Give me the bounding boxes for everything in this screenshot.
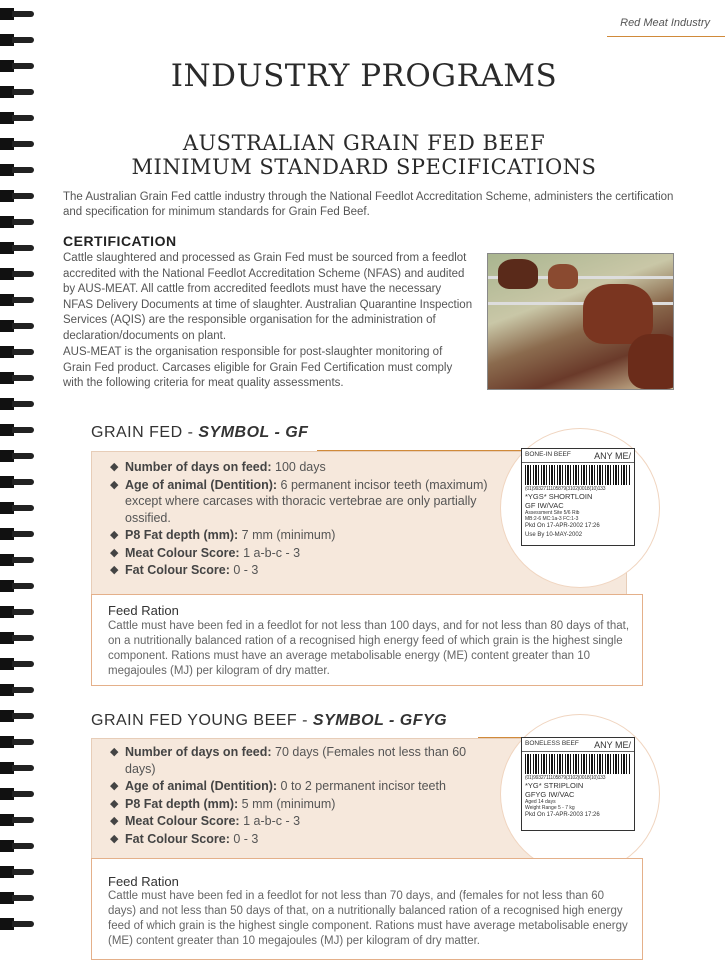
label-brand: ANY ME/ bbox=[594, 451, 631, 461]
diamond-bullet-icon: ◆ bbox=[110, 564, 119, 576]
label-small-1: Aged 14 days bbox=[525, 799, 556, 805]
criteria-key: Age of animal (Dentition): bbox=[125, 477, 278, 492]
criteria-item bbox=[110, 744, 500, 777]
binding-ring bbox=[0, 190, 36, 202]
label-type: BONE-IN BEEF bbox=[525, 451, 571, 458]
grain-fed-heading: GRAIN FED - SYMBOL - GF bbox=[91, 424, 309, 441]
diamond-bullet-icon: ◆ bbox=[110, 797, 119, 810]
criteria-item bbox=[110, 527, 500, 544]
subtitle-line-2: MINIMUM STANDARD SPECIFICATIONS bbox=[131, 155, 597, 179]
binding-ring bbox=[0, 918, 36, 930]
label-brand: ANY ME/ bbox=[594, 740, 631, 750]
criteria-value: 0 - 3 bbox=[229, 563, 259, 577]
binding-ring bbox=[0, 762, 36, 774]
binding-ring bbox=[0, 216, 36, 228]
binding-ring bbox=[0, 788, 36, 800]
binding-ring bbox=[0, 112, 36, 124]
grain-fed-feed-ration-text: Cattle must have been fed in a feedlot for not less than 100 days, and for not less than 80 days of that, on a nutritionally balanced ration of a recognised high energy feed of which grain is the highest single component. Rations must have an average metabolisable energy (ME) content greater than 10 megajoules (MJ) per kilogram of dry matter. bbox=[108, 620, 630, 677]
certification-paragraph-1: Cattle slaughtered and processed as Grain Fed must be sourced from a feedlot accredited with the National Feedlot Accreditation Scheme (NFAS) and audited by AUS-MEAT. All cattle from accredited feedlots must have the necessary NFAS Delivery Documents at time of slaughter. Australian Quarantine Inspection Services (AQIS) are the responsible organisation for the administration of declaration/documents on plant. bbox=[63, 252, 473, 342]
diamond-bullet-icon: ◆ bbox=[110, 815, 119, 827]
binding-ring bbox=[0, 398, 36, 410]
binding-ring bbox=[0, 554, 36, 566]
grain-fed-criteria-list bbox=[110, 459, 500, 580]
binding-ring bbox=[0, 892, 36, 904]
diamond-bullet-icon: ◆ bbox=[110, 546, 119, 559]
label-type: BONELESS BEEF bbox=[525, 740, 579, 747]
diamond-bullet-icon: ◆ bbox=[110, 461, 119, 473]
certification-heading: CERTIFICATION bbox=[63, 233, 177, 249]
binding-ring bbox=[0, 242, 36, 254]
criteria-key: Meat Colour Score: bbox=[125, 545, 240, 560]
criteria-value: 1 a-b-c - 3 bbox=[239, 814, 301, 828]
binding-ring bbox=[0, 684, 36, 696]
barcode-icon bbox=[525, 465, 631, 485]
binding-ring bbox=[0, 606, 36, 618]
barcode-icon bbox=[525, 754, 631, 774]
binding-ring bbox=[0, 814, 36, 826]
label-packed-on: Pkd On 17-APR-2003 17:26 bbox=[525, 812, 600, 818]
criteria-item bbox=[110, 796, 500, 813]
criteria-key: Number of days on feed: bbox=[125, 745, 272, 759]
criteria-item bbox=[110, 545, 500, 562]
barcode-number: (01)9932711105879(3102)0018(10)133 bbox=[525, 486, 606, 492]
criteria-item bbox=[110, 778, 500, 795]
diamond-bullet-icon: ◆ bbox=[110, 529, 119, 541]
binding-ring bbox=[0, 476, 36, 488]
criteria-key: Age of animal (Dentition): bbox=[125, 779, 278, 793]
label-packed-on: Pkd On 17-APR-2002 17:26 bbox=[525, 523, 600, 529]
criteria-value: 7 mm (minimum) bbox=[238, 528, 336, 542]
cattle-feedlot-photo bbox=[487, 253, 674, 390]
binding-ring bbox=[0, 710, 36, 722]
criteria-value: 0 - 3 bbox=[229, 831, 259, 846]
criteria-key: Number of days on feed: bbox=[125, 460, 272, 474]
grain-fed-young-beef-heading: GRAIN FED YOUNG BEEF - SYMBOL - GFYG bbox=[91, 712, 448, 729]
criteria-key: Fat Colour Score: bbox=[125, 563, 230, 577]
binding-ring bbox=[0, 8, 36, 20]
criteria-value: 5 mm (minimum) bbox=[238, 796, 336, 811]
gfyg-feed-ration-heading: Feed Ration bbox=[108, 874, 179, 889]
certification-paragraph-2: AUS-MEAT is the organisation responsible for post-slaughter monitoring of Grain Fed product. Carcases eligible for Grain Fed Certification must comply with the following criteria for meat quality assessments. bbox=[63, 346, 453, 389]
criteria-item bbox=[110, 477, 500, 527]
label-small-2: MB:2-6 MC:1a-3 FC:1-3 bbox=[525, 516, 579, 522]
criteria-item bbox=[110, 831, 500, 848]
label-small-2: Weight Range 5 - 7 kg bbox=[525, 805, 575, 811]
binding-ring bbox=[0, 268, 36, 280]
intro-paragraph: The Australian Grain Fed cattle industry through the National Feedlot Accreditation Scheme, administers the certification and specification for minimum standards for Grain Fed Beef. bbox=[63, 191, 674, 218]
gfyg-carton-label bbox=[521, 737, 635, 831]
label-small-1: Assessment Site 5/6 Rib bbox=[525, 510, 580, 516]
criteria-key: Meat Colour Score: bbox=[125, 814, 240, 828]
binding-ring bbox=[0, 866, 36, 878]
binding-ring bbox=[0, 372, 36, 384]
label-line-1: *YGS* SHORTLOIN bbox=[525, 492, 593, 501]
binding-ring bbox=[0, 320, 36, 332]
diamond-bullet-icon: ◆ bbox=[110, 832, 119, 845]
label-use-by: Use By 10-MAY-2002 bbox=[525, 532, 583, 538]
binding-ring bbox=[0, 580, 36, 592]
header-rule bbox=[607, 36, 725, 37]
binding-ring bbox=[0, 632, 36, 644]
grain-fed-carton-label bbox=[521, 448, 635, 546]
criteria-key: Fat Colour Score: bbox=[125, 831, 230, 846]
criteria-value: 70 days (Females not less than 60 days) bbox=[125, 745, 467, 776]
criteria-value: 100 days bbox=[271, 460, 326, 474]
binding-ring bbox=[0, 658, 36, 670]
criteria-key: P8 Fat depth (mm): bbox=[125, 528, 239, 542]
criteria-value: 6 permanent incisor teeth (maximum) except where carcases with thoracic vertebrae are only partially ossified. bbox=[125, 477, 488, 525]
criteria-item bbox=[110, 562, 500, 579]
label-line-2: GFYG IW/VAC bbox=[525, 790, 575, 799]
binding-ring bbox=[0, 294, 36, 306]
binding-ring bbox=[0, 528, 36, 540]
gfyg-feed-ration-text: Cattle must have been fed in a feedlot for not less than 70 days, and (females for not less than 60 days) and not less than 50 days of that, on a nutritionally balanced ration of a recognised high energy feed of which grain is the highest single component. Rations must have average metabolisable energy (ME) content greater than 10 megajoules (MJ) per kilogram of dry matter. bbox=[108, 890, 628, 947]
label-line-1: *YG* STRIPLOIN bbox=[525, 781, 584, 790]
criteria-item bbox=[110, 459, 500, 476]
binding-ring bbox=[0, 450, 36, 462]
criteria-value: 1 a-b-c - 3 bbox=[239, 545, 301, 560]
grain-fed-feed-ration-heading: Feed Ration bbox=[108, 603, 179, 618]
binding-ring bbox=[0, 736, 36, 748]
gfyg-criteria-list bbox=[110, 744, 500, 848]
barcode-number: (01)9932711105879(3102)0018(10)133 bbox=[525, 775, 606, 781]
page-title: INDUSTRY PROGRAMS bbox=[170, 58, 558, 94]
criteria-key: P8 Fat depth (mm): bbox=[125, 796, 239, 811]
diamond-bullet-icon: ◆ bbox=[110, 780, 119, 792]
binding-ring bbox=[0, 840, 36, 852]
binding-ring bbox=[0, 502, 36, 514]
criteria-value: 0 to 2 permanent incisor teeth bbox=[277, 779, 446, 793]
subtitle-line-1: AUSTRALIAN GRAIN FED BEEF bbox=[182, 131, 546, 155]
label-line-2: GF IW/VAC bbox=[525, 501, 564, 510]
running-header: Red Meat Industry bbox=[620, 17, 710, 29]
binding-ring bbox=[0, 424, 36, 436]
binding-ring bbox=[0, 34, 36, 46]
binding-ring bbox=[0, 346, 36, 358]
diamond-bullet-icon: ◆ bbox=[110, 478, 119, 491]
criteria-item bbox=[110, 813, 500, 830]
diamond-bullet-icon: ◆ bbox=[110, 746, 119, 758]
